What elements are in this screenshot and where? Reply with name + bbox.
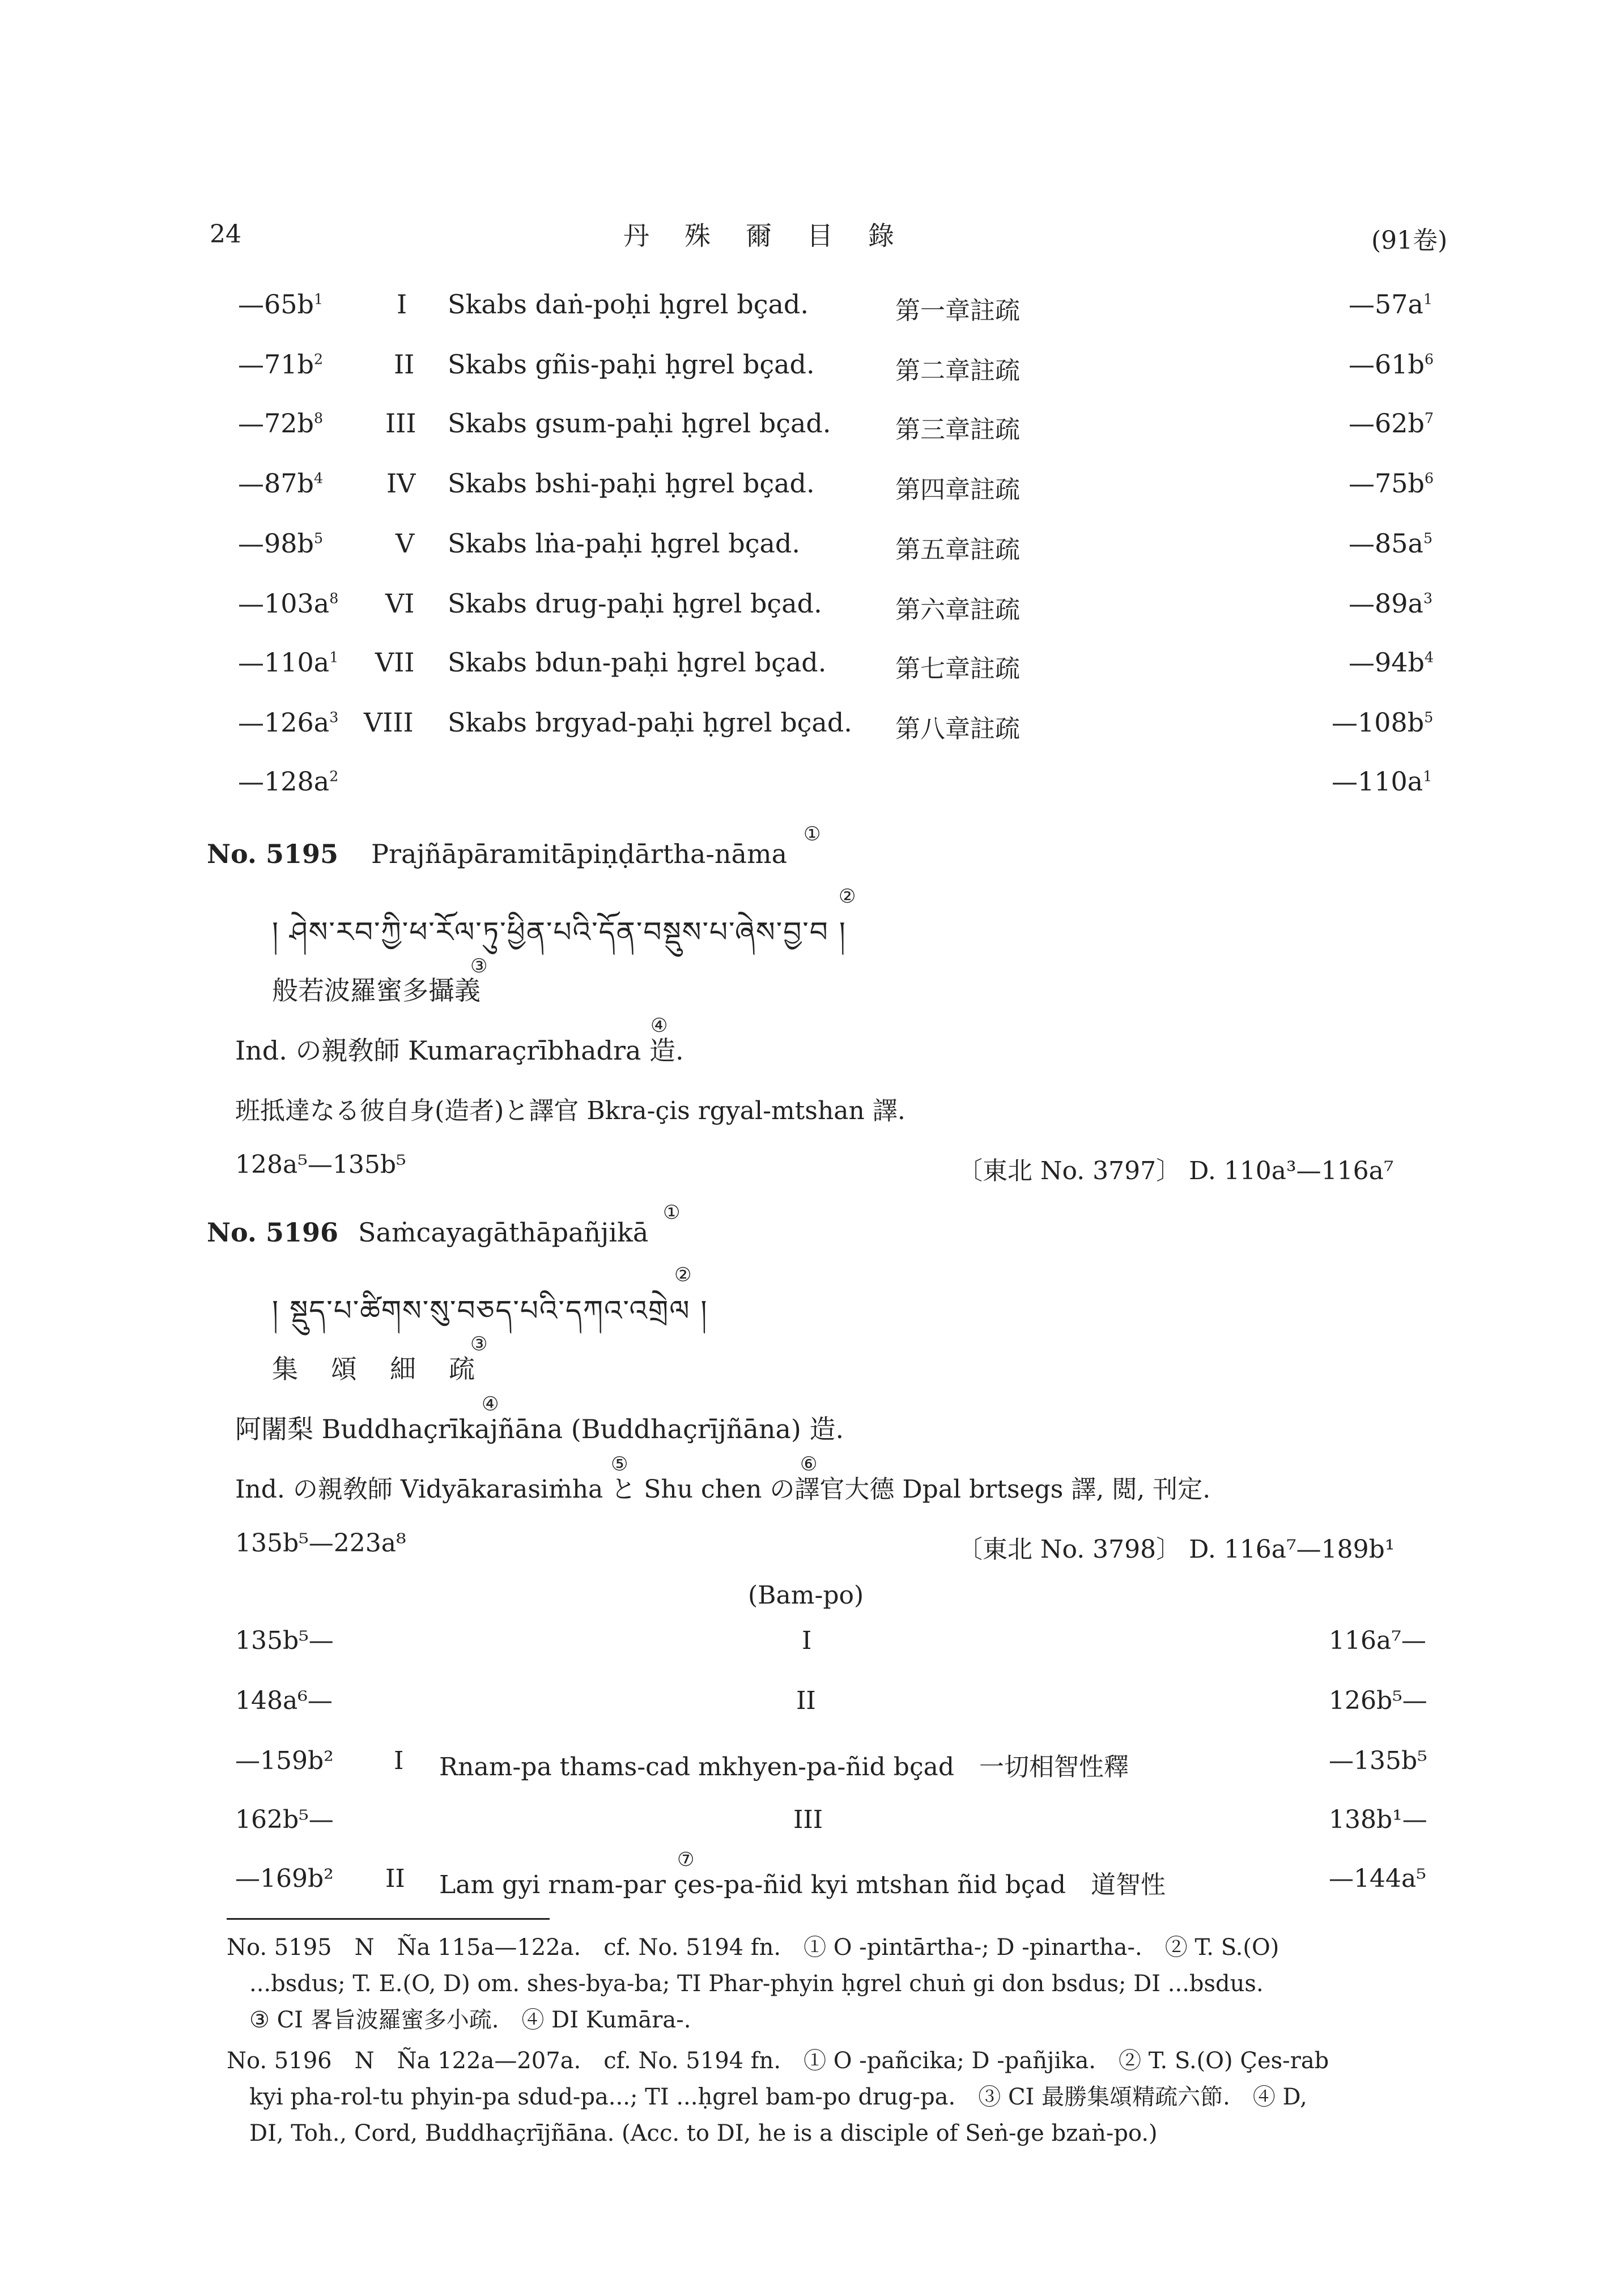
chapter-start: $—65b^1$ [238, 289, 324, 320]
catalog-reference: 〔東北 No. 3798〕 D. 116a⁷—189b¹ [958, 1535, 1395, 1564]
chapter-title: Skabs brgyad-paḥi ḥgrel bçad. [448, 707, 852, 738]
author-line: Ind. の親敎師 Kumaraçrībhadra 造. [235, 1035, 684, 1066]
chapter-title: Skabs bdun-paḥi ḥgrel bçad. [448, 647, 827, 678]
chapter-start: $—71b^2$ [238, 349, 324, 380]
page-title: 丹 殊 爾 目 錄 [623, 220, 899, 251]
bampo-right: —135b⁵ [1329, 1746, 1427, 1775]
bampo-numeral: II [796, 1686, 816, 1715]
footnote-marker: ④ [482, 1393, 499, 1415]
chapter-start: $—98b^5$ [238, 528, 324, 559]
chapter-start: $—110a^1$ [238, 647, 339, 678]
chapter-title: Skabs drug-paḥi ḥgrel bçad. [448, 588, 822, 619]
bampo-right: 126b⁵— [1329, 1686, 1427, 1715]
chinese-title: 般若波羅蜜多攝義 [272, 975, 481, 1006]
footnote-marker: ② [839, 885, 856, 908]
bampo-right: 138b¹— [1329, 1805, 1427, 1834]
entry-title: Saṁcayagāthāpañjikā [358, 1217, 649, 1248]
bampo-numeral: III [793, 1805, 823, 1834]
footnote-5195-line1: No. 5195 N Ña 115a—122a. cf. No. 5194 fn. ① O -pintārtha-; D -pinartha-. ② T. S.(O) [227, 1934, 1279, 1961]
entry-title: Prajñāpāramitāpiṇḍārtha-nāma [371, 839, 788, 869]
translator-line: Ind. の親敎師 Vidyākarasiṁha と Shu chen の譯官大德 Dpal brtsegs 譯, 閲, 刊定. [235, 1475, 1211, 1504]
footnote-5196-line2: kyi pha-rol-tu phyin-pa sdud-pa...; TI ...ḥgrel bam-po drug-pa. ③ CI 最勝集頌精疏六節. ④ D, [249, 2084, 1307, 2110]
chapter-start: $—72b^8$ [238, 408, 324, 439]
chapter-start: $—103a^8$ [238, 588, 339, 619]
footnote-marker: ⑥ [800, 1453, 818, 1476]
chapter-end: $—57a^1$ [1349, 289, 1433, 320]
chapter-jp: 第二章註疏 [895, 356, 1020, 385]
chapter-end: $—110a^1$ [1332, 766, 1432, 797]
bampo-right: 116a⁷— [1329, 1626, 1426, 1655]
chapter-start: $—126a^3$ [238, 707, 339, 738]
footnote-marker: ⑦ [677, 1848, 695, 1871]
chapter-title: Skabs gsum-paḥi ḥgrel bçad. [448, 408, 831, 439]
chapter-numeral: VI [385, 588, 415, 619]
bampo-left: 135b⁵— [235, 1626, 334, 1655]
chapter-jp: 第八章註疏 [895, 715, 1020, 743]
chapter-jp: 第七章註疏 [895, 654, 1020, 683]
footnote-marker: ④ [651, 1014, 668, 1037]
entry-number: No. 5195 [207, 839, 338, 869]
bampo-numeral: II [385, 1864, 405, 1893]
footnote-marker: ① [804, 823, 821, 845]
bampo-left: 162b⁵— [235, 1805, 334, 1834]
chapter-end: $—61b^6$ [1349, 349, 1434, 380]
chapter-end: $—89a^3$ [1349, 588, 1433, 619]
footnote-5196-line3: DI, Toh., Cord, Buddhaçrījñāna. (Acc. to DI, he is a disciple of Seṅ-ge bzaṅ-po.) [249, 2120, 1158, 2146]
chapter-start: $—87b^4$ [238, 468, 324, 499]
chapter-title: Skabs bshi-paḥi ḥgrel bçad. [448, 468, 815, 499]
catalog-reference: 〔東北 No. 3797〕 D. 110a³—116a⁷ [958, 1156, 1394, 1185]
chapter-end: $—75b^6$ [1349, 468, 1434, 499]
folio-range: 135b⁵—223a⁸ [235, 1529, 406, 1558]
footnote-marker: ① [663, 1201, 681, 1224]
chapter-numeral: V [396, 528, 415, 559]
footnote-marker: ③ [470, 1333, 488, 1355]
footnote-divider [227, 1918, 550, 1920]
bampo-text: Rnam-pa thams-cad mkhyen-pa-ñid bçad 一切相智性釋 [439, 1753, 1129, 1781]
bampo-right: —144a⁵ [1329, 1864, 1426, 1893]
chapter-numeral: II [394, 349, 415, 380]
chapter-title: Skabs gñis-paḥi ḥgrel bçad. [448, 349, 815, 380]
chapter-jp: 第五章註疏 [895, 535, 1020, 564]
bampo-numeral: I [394, 1746, 404, 1775]
author-line: 阿闍梨 Buddhaçrīkajñāna (Buddhaçrījñāna) 造. [235, 1414, 844, 1444]
chinese-title: 集 頌 細 疏 [272, 1354, 478, 1384]
bampo-numeral: I [802, 1626, 812, 1655]
chapter-start: $—128a^2$ [238, 766, 339, 797]
chapter-numeral: III [385, 408, 416, 439]
footnote-5195-line2: ...bsdus; T. E.(O, D) om. shes-bya-ba; TI Phar-phyin ḥgrel chuṅ gi don bsdus; DI ...bsdus. [249, 1971, 1264, 1997]
chapter-end: $—108b^5$ [1332, 707, 1434, 738]
bampo-text: Lam gyi rnam-par çes-pa-ñid kyi mtshan ñid bçad 道智性 [439, 1870, 1166, 1899]
bampo-left: —169b² [235, 1864, 334, 1893]
tibetan-title: ། སྡུད་པ་ཚིགས་སུ་བཅད་པའི་དཀའ་འགྲེལ ། [272, 1294, 708, 1327]
chapter-numeral: I [397, 289, 407, 320]
chapter-jp: 第四章註疏 [895, 475, 1020, 504]
chapter-title: Skabs daṅ-poḥi ḥgrel bçad. [448, 289, 809, 320]
chapter-end: $—62b^7$ [1349, 408, 1434, 439]
bampo-left: 148a⁶— [235, 1686, 333, 1715]
page-number: 24 [210, 220, 241, 249]
tibetan-title: ། ཤེས་རབ་ཀྱི་ཕ་རོལ་ཏུ་ཕྱིན་པའི་དོན་བསྡུས་པ་ཞེས་བྱ་བ ། [272, 916, 847, 949]
footnote-marker: ③ [470, 955, 488, 977]
chapter-end: $—94b^4$ [1349, 647, 1434, 678]
chapter-title: Skabs lṅa-paḥi ḥgrel bçad. [448, 528, 800, 559]
volume-label: (91卷) [1371, 226, 1448, 255]
entry-number: No. 5196 [207, 1217, 338, 1248]
chapter-numeral: IV [386, 468, 416, 499]
chapter-numeral: VIII [364, 707, 414, 738]
chapter-end: $—85a^5$ [1349, 528, 1433, 559]
chapter-jp: 第三章註疏 [895, 415, 1020, 444]
footnote-5196-line1: No. 5196 N Ña 122a—207a. cf. No. 5194 fn. ① O -pañcika; D -pañjika. ② T. S.(O) Çes-rab [227, 2048, 1329, 2074]
footnote-marker: ⑤ [611, 1453, 628, 1476]
chapter-numeral: VII [375, 647, 415, 678]
footnote-5195-line3: ③ CI 畧旨波羅蜜多小疏. ④ DI Kumāra-. [249, 2007, 691, 2033]
chapter-jp: 第六章註疏 [895, 596, 1020, 624]
chapter-jp: 第一章註疏 [895, 296, 1020, 325]
bampo-label: (Bam-po) [748, 1581, 864, 1610]
footnote-marker: ② [674, 1264, 692, 1286]
folio-range: 128a⁵—135b⁵ [235, 1150, 406, 1179]
translator-line: 班抵達なる彼自身(造者)と譯官 Bkra-çis rgyal-mtshan 譯. [235, 1096, 905, 1125]
bampo-left: —159b² [235, 1746, 334, 1775]
